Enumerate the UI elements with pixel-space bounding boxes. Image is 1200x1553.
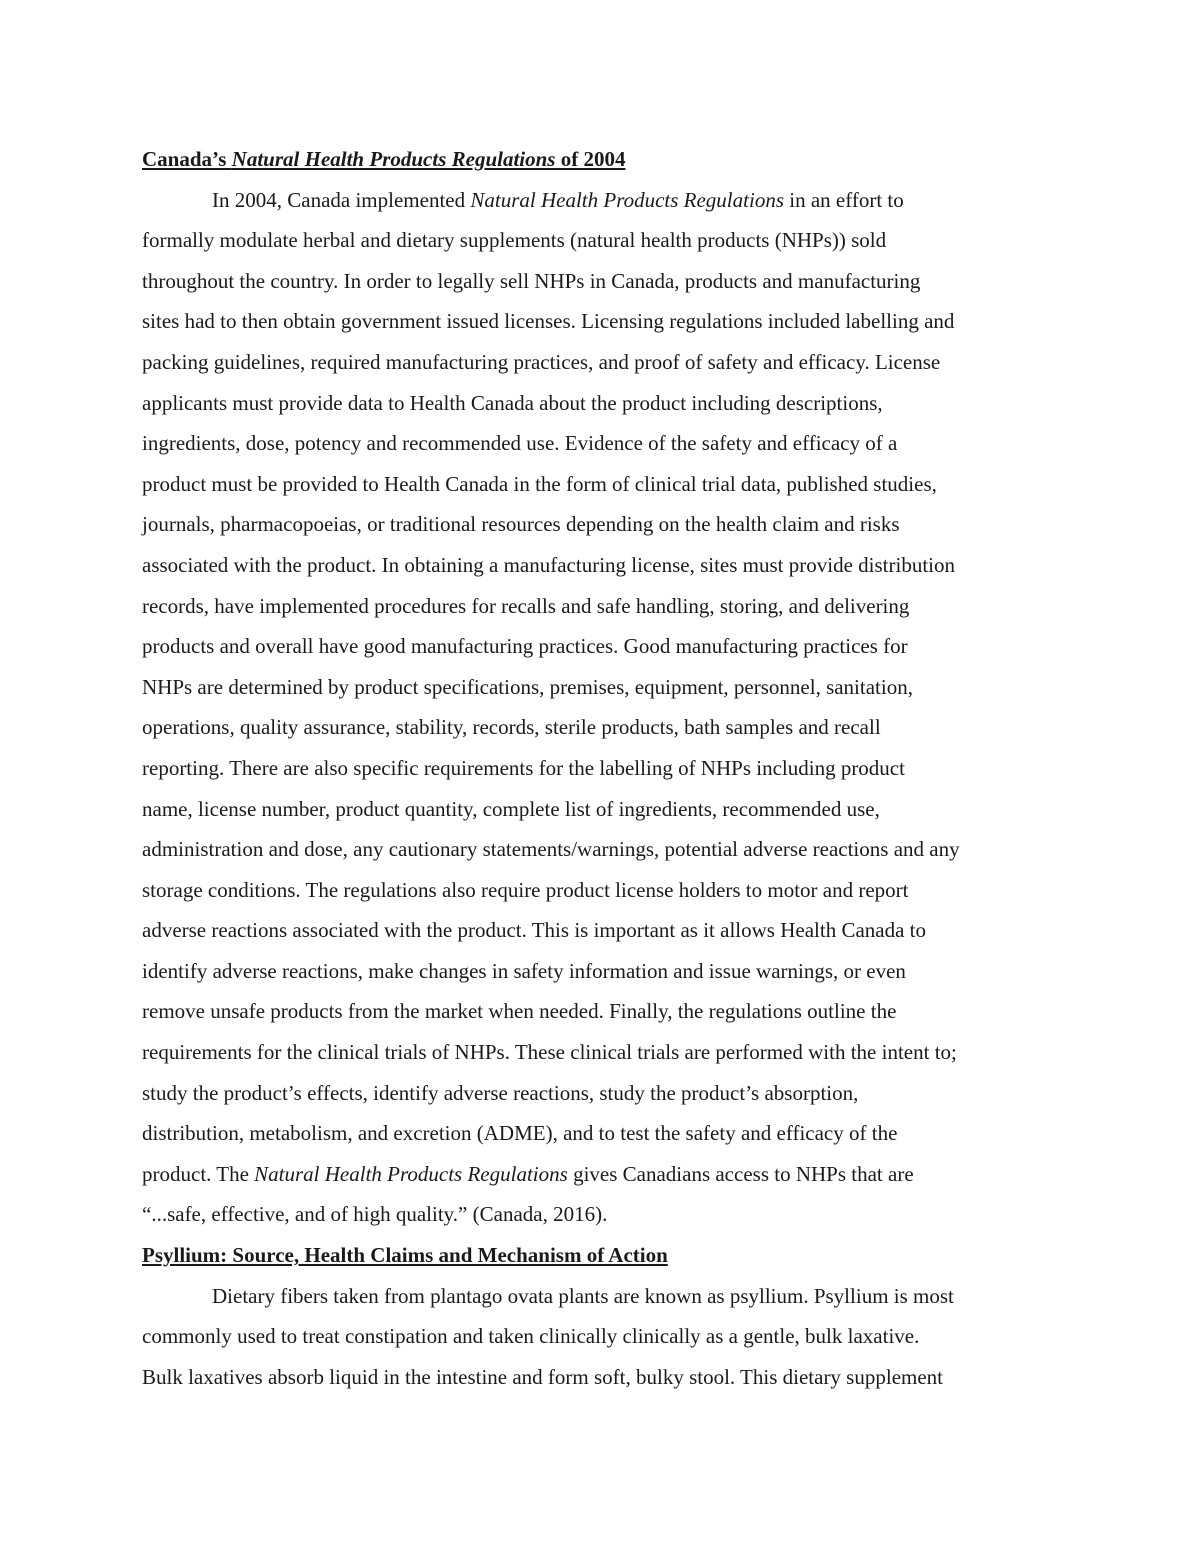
paragraph-regulations	[142, 180, 1062, 1235]
text-run: in an effort to	[784, 187, 904, 212]
text-line: administration and dose, any cautionary statements/warnings, potential adverse reactions and any	[142, 837, 960, 862]
italic-title: Natural Health Products Regulations	[254, 1161, 568, 1186]
document-body	[142, 139, 1062, 1397]
text-line	[142, 1154, 1062, 1195]
text-line: packing guidelines, required manufacturing practices, and proof of safety and efficacy. License	[142, 349, 941, 374]
text-line: storage conditions. The regulations also require product license holders to motor and report	[142, 877, 909, 902]
italic-title: Natural Health Products Regulations	[470, 187, 784, 212]
text-line: study the product’s effects, identify adverse reactions, study the product’s absorption,	[142, 1080, 859, 1105]
text-run: product. The	[142, 1161, 255, 1186]
text-line: formally modulate herbal and dietary supplements (natural health products (NHPs)) sold	[142, 228, 887, 253]
paragraph-psyllium	[142, 1276, 1062, 1398]
text-line: requirements for the clinical trials of NHPs. These clinical trials are performed with the intent to;	[142, 1040, 957, 1065]
text-line: journals, pharmacopoeias, or traditional resources depending on the health claim and risks	[142, 512, 900, 537]
section-heading-psyllium: Psyllium: Source, Health Claims and Mechanism of Action	[142, 1243, 668, 1268]
text-run: gives Canadians access to NHPs that are	[567, 1161, 914, 1186]
text-line: ingredients, dose, potency and recommended use. Evidence of the safety and efficacy of a	[142, 431, 898, 456]
text-line: adverse reactions associated with the product. This is important as it allows Health Canada to	[142, 918, 926, 943]
text-line: identify adverse reactions, make changes in safety information and issue warnings, or even	[142, 958, 906, 983]
text-line: “...safe, effective, and of high quality.” (Canada, 2016).	[142, 1202, 608, 1227]
text-line: Dietary fibers taken from plantago ovata plants are known as psyllium. Psyllium is most	[212, 1283, 954, 1308]
text-line: records, have implemented procedures for recalls and safe handling, storing, and delivering	[142, 593, 910, 618]
text-run: In 2004, Canada implemented	[212, 187, 471, 212]
text-line: reporting. There are also specific requirements for the labelling of NHPs including product	[142, 755, 905, 780]
text-line: operations, quality assurance, stability, records, sterile products, bath samples and recall	[142, 715, 881, 740]
text-line	[142, 180, 1062, 221]
text-line: sites had to then obtain government issued licenses. Licensing regulations included labelling and	[142, 309, 955, 334]
text-line: applicants must provide data to Health Canada about the product including descriptions,	[142, 390, 883, 415]
heading-prefix: Canada’s	[142, 147, 232, 171]
text-line: products and overall have good manufacturing practices. Good manufacturing practices for	[142, 634, 908, 659]
text-line: associated with the product. In obtaining a manufacturing license, sites must provide distribution	[142, 552, 955, 577]
text-line: commonly used to treat constipation and taken clinically clinically as a gentle, bulk laxative.	[142, 1324, 920, 1349]
heading-italic-title: Natural Health Products Regulations	[231, 147, 556, 171]
text-line: Bulk laxatives absorb liquid in the intestine and form soft, bulky stool. This dietary supplement	[142, 1364, 944, 1389]
heading-suffix: of 2004	[555, 147, 626, 171]
text-line: product must be provided to Health Canada in the form of clinical trial data, published studies,	[142, 471, 937, 496]
section-heading-regulations	[142, 139, 1062, 180]
text-line: remove unsafe products from the market when needed. Finally, the regulations outline the	[142, 999, 897, 1024]
text-line: distribution, metabolism, and excretion (ADME), and to test the safety and efficacy of the	[142, 1121, 898, 1146]
text-line: throughout the country. In order to legally sell NHPs in Canada, products and manufacturing	[142, 268, 921, 293]
text-line: name, license number, product quantity, complete list of ingredients, recommended use,	[142, 796, 880, 821]
text-line: NHPs are determined by product specifications, premises, equipment, personnel, sanitation,	[142, 674, 913, 699]
